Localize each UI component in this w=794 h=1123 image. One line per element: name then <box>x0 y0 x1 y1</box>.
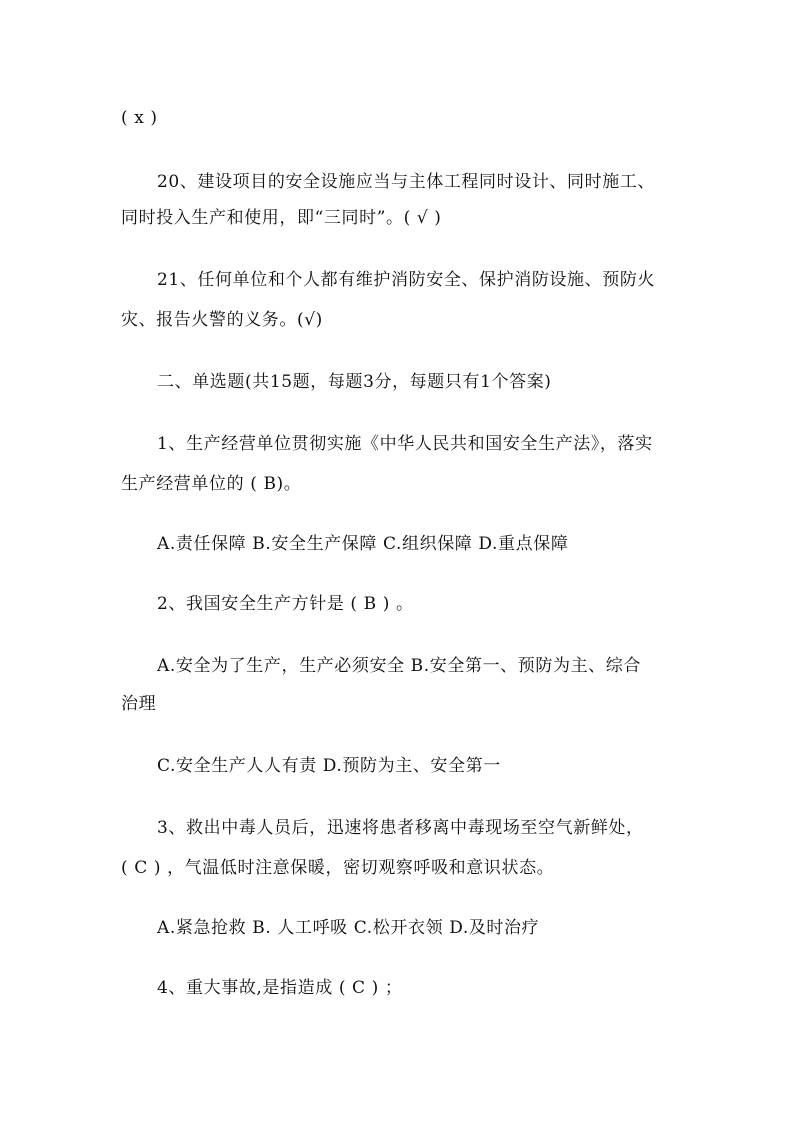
question-21-line-2: 灾、报告火警的义务。(√) <box>121 310 323 330</box>
mc-question-3-line-2: ( C ) ，气温低时注意保暖，密切观察呼吸和意识状态。 <box>121 858 555 878</box>
question-20-line-2: 同时投入生产和使用，即“三同时”。( √ ) <box>121 208 442 228</box>
section-heading-single-choice: 二、单选题(共15题，每题3分，每题只有1个答案) <box>157 372 552 392</box>
mc-question-1-line-2: 生产经营单位的 ( B)。 <box>121 474 302 494</box>
mc-question-2-options-line-3: C.安全生产人人有责 D.预防为主、安全第一 <box>157 756 501 776</box>
mc-question-2: 2、我国安全生产方针是 ( B ) 。 <box>157 594 414 614</box>
mc-question-4: 4、重大事故,是指造成 ( C ) ； <box>157 978 403 998</box>
mc-question-1-options: A.责任保障 B.安全生产保障 C.组织保障 D.重点保障 <box>157 534 569 554</box>
mc-question-3-options: A.紧急抢救 B. 人工呼吸 C.松开衣领 D.及时治疗 <box>157 918 540 938</box>
question-20-line-1: 20、建设项目的安全设施应当与主体工程同时设计、同时施工、 <box>157 172 656 192</box>
question-21-line-1: 21、任何单位和个人都有维护消防安全、保护消防设施、预防火 <box>157 270 656 290</box>
mc-question-2-options-line-2: 治理 <box>121 694 157 714</box>
mc-question-2-options-line-1: A.安全为了生产，生产必须安全 B.安全第一、预防为主、综合 <box>157 656 641 676</box>
mc-question-3-line-1: 3、救出中毒人员后，迅速将患者移离中毒现场至空气新鲜处， <box>157 818 644 838</box>
mc-question-1-line-1: 1、生产经营单位贯彻实施《中华人民共和国安全生产法》，落实 <box>157 434 653 454</box>
answer-line-19: ( x ) <box>121 108 158 128</box>
